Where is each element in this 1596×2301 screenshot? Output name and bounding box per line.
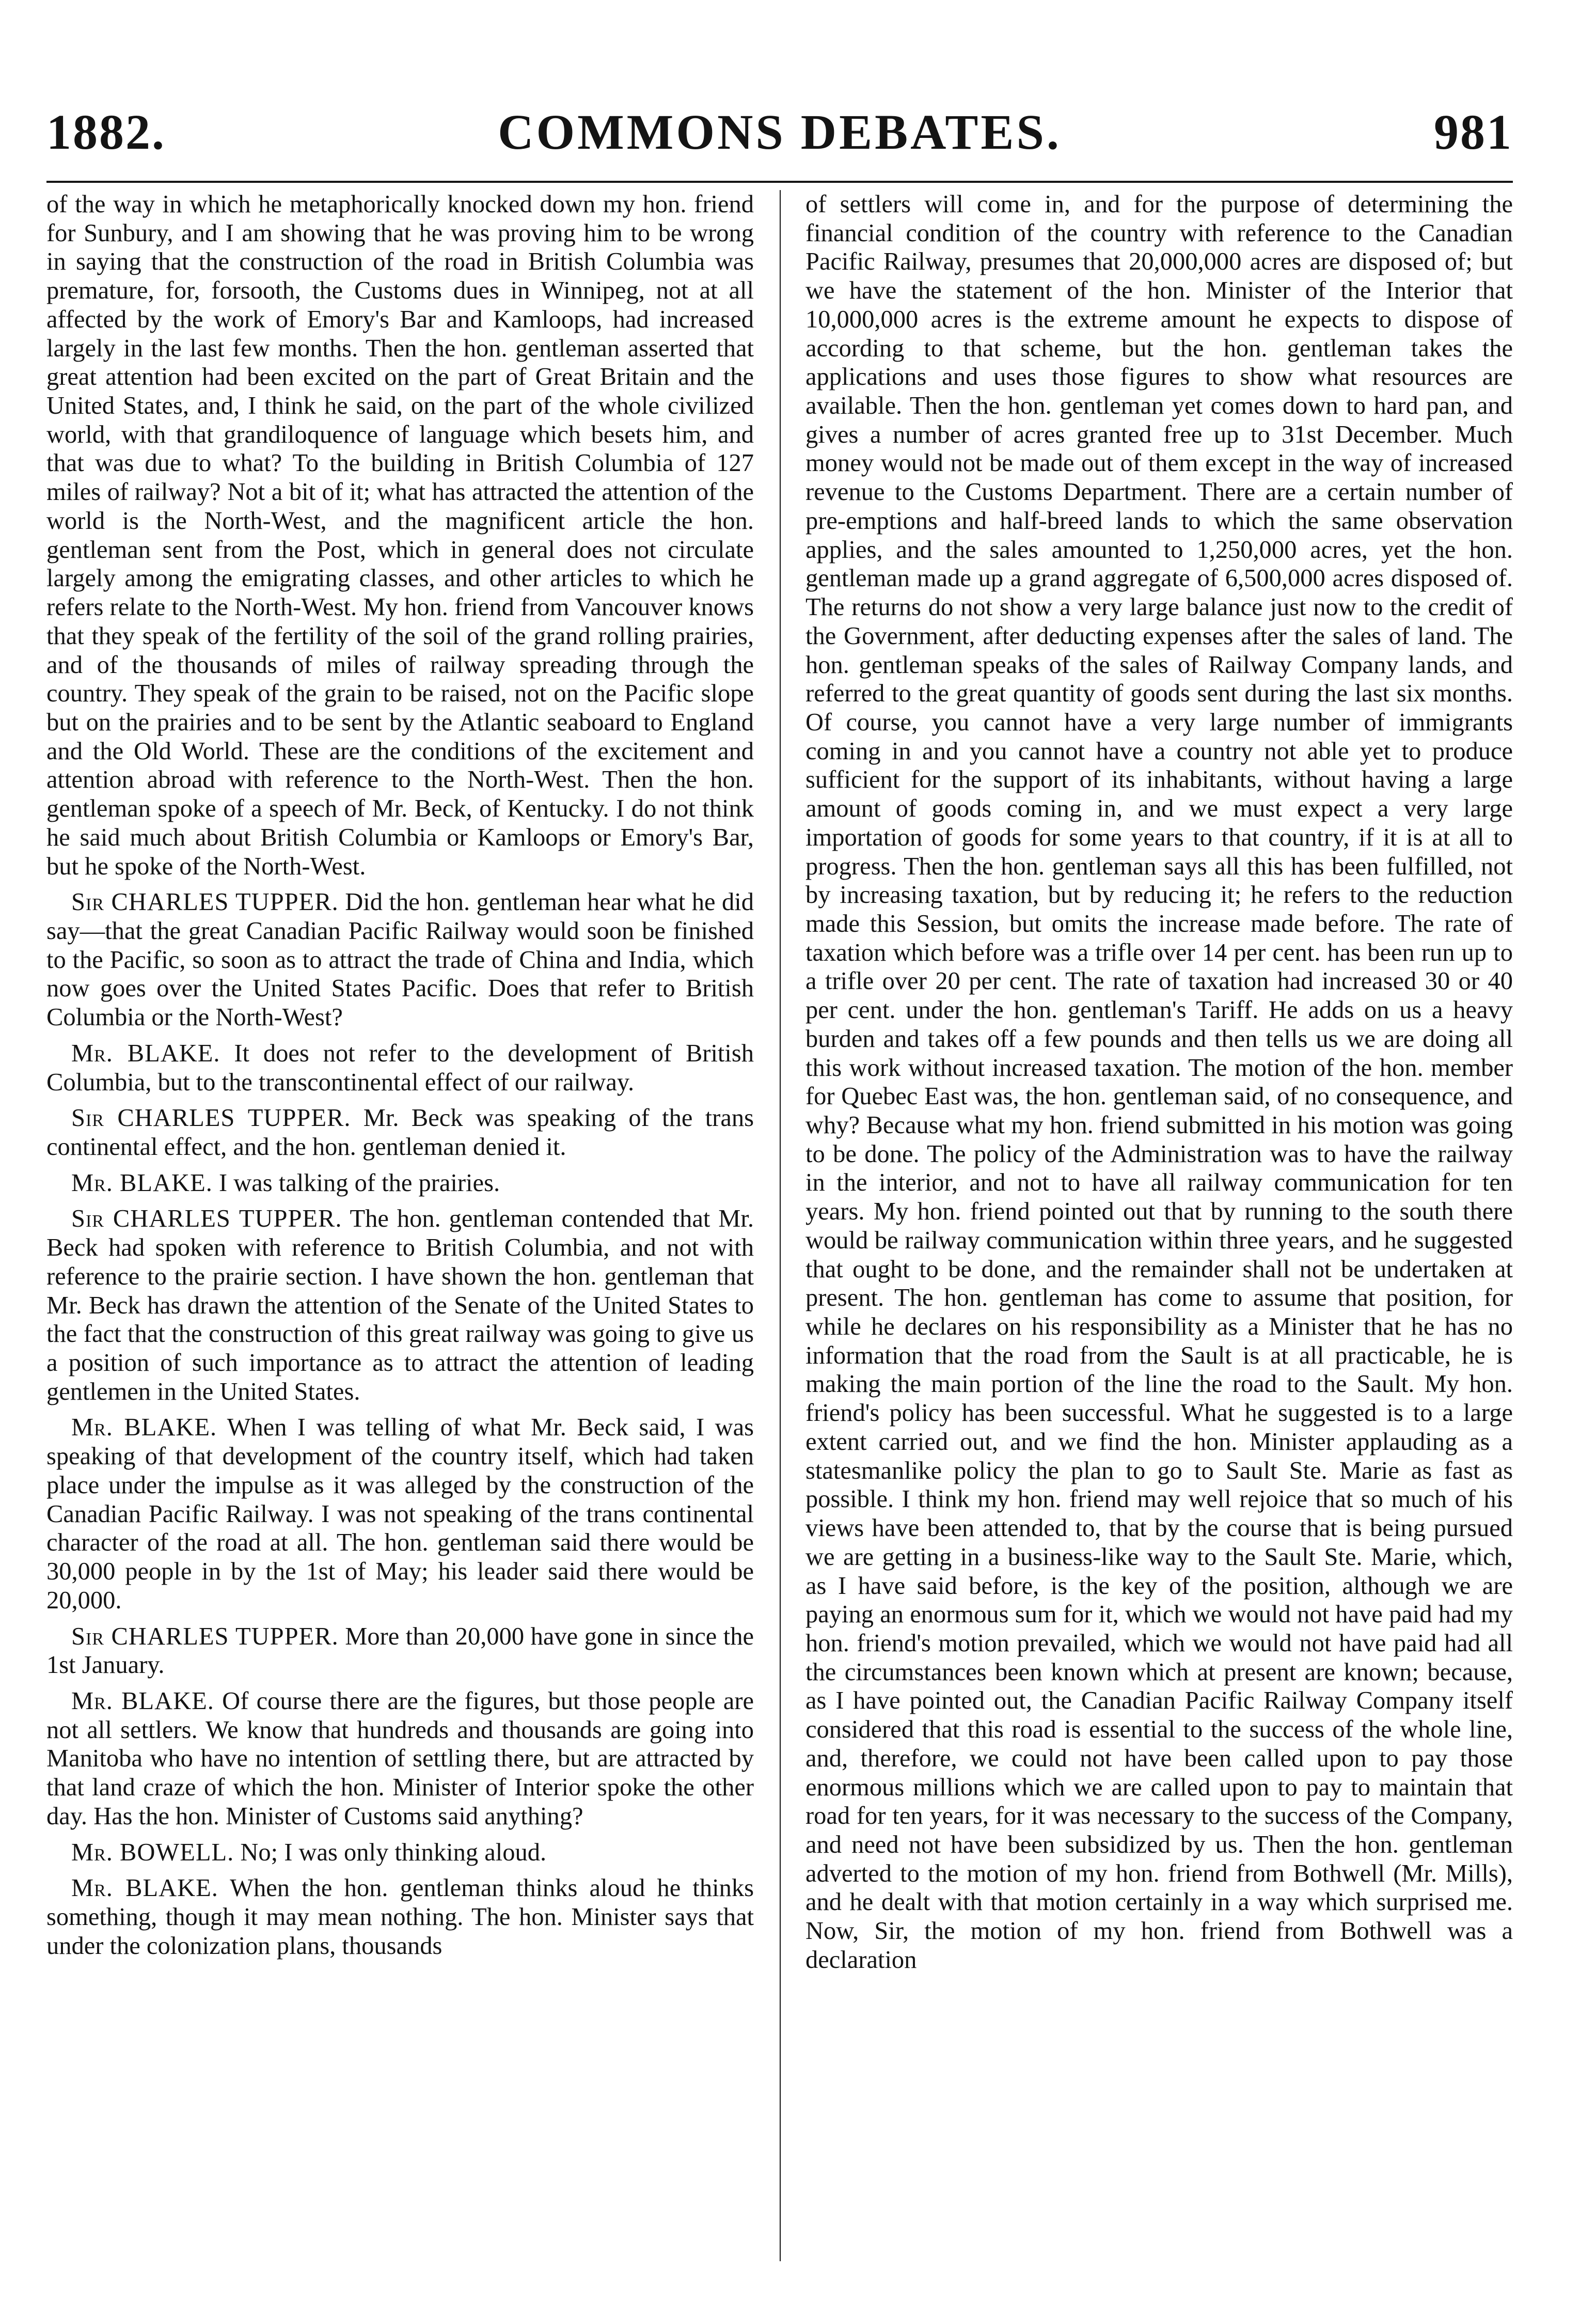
paragraph-text: When the hon. gentleman thinks aloud he thinks something, though it may mean nothing. The hon. Minister says that under the colonization plans, thousands	[46, 1874, 754, 1960]
paragraph	[46, 1104, 754, 1161]
speaker-name: Sir CHARLES TUPPER.	[71, 1104, 351, 1132]
header-page-number: 981	[1434, 104, 1513, 160]
header-title: COMMONS DEBATES.	[498, 104, 1062, 160]
page	[46, 98, 1513, 2267]
header-rule	[46, 181, 1513, 183]
paragraph	[46, 1039, 754, 1097]
paragraph-text: Of course there are the figures, but those people are not all settlers. We know that hundreds and thousands are going into Manitoba who have no intention of settling there, but are attracted by that land craze of which the hon. Minister of Interior spoke the other day. Has the hon. Minister of Customs said anything?	[46, 1687, 754, 1830]
paragraph	[46, 1687, 754, 1831]
column-divider	[780, 190, 781, 2261]
paragraph-text: More than 20,000 have gone in since the 1st January.	[46, 1622, 754, 1679]
speaker-name: Mr. BLAKE.	[71, 1169, 213, 1197]
speaker-name: Mr. BLAKE.	[71, 1414, 217, 1442]
paragraph-text: When I was telling of what Mr. Beck said, I was speaking of that development of the country itself, which had taken place under the impulse as it was alleged by the construction of the Canadian Pacific Railway. I was not speaking of the trans continental character of the road at all. The hon. gentleman said there would be 30,000 people in by the 1st of May; his leader said there would be 20,000.	[46, 1414, 754, 1614]
speaker-name: Sir CHARLES TUPPER.	[71, 1205, 342, 1233]
paragraph-text: No; I was only thinking aloud.	[240, 1838, 547, 1866]
paragraph-text: of settlers will come in, and for the purpose of determining the financial condition of the country with reference to the Canadian Pacific Railway, presumes that 20,000,000 acres are disposed of; but we have the statement of the hon. Minister of the Interior that 10,000,000 acres is the extreme amount he expects to dispose of according to that scheme, but the hon. gentleman takes the applications and uses those figures to show what resources are available. Then the hon. gentleman yet comes down to hard pan, and gives a number of acres granted free up to 31st December. Much money would not be made out of them except in the way of increased revenue to the Customs Department. There are a certain number of pre-emptions and half-breed lands to which the same observation applies, and the sales amounted to 1,250,000 acres, yet the hon. gentleman made up a grand aggregate of 6,500,000 acres disposed of. The returns do not show a very large balance just now to the credit of the Government, after deducting expenses after the sales of land. The hon. gentleman speaks of the sales of Railway Company lands, and referred to the great quantity of goods sent during the last six months. Of course, you cannot have a very large number of immigrants coming in and you cannot have a country not able yet to produce sufficient for the support of its inhabitants, without having a large amount of goods coming in, and we must expect a very large importation of goods for some years to that country, if it is at all to progress. Then the hon. gentleman says all this has been fulfilled, not by increasing taxation, but by reducing it; he refers to the reduction made this Session, but omits the increase made before. The rate of taxation which before was a trifle over 14 per cent. has been run up to a trifle over 20 per cent. The rate of taxation had increased 30 or 40 per cent. under the hon. gentleman's Tariff. He adds on us a heavy burden and takes off a few pounds and then tells us we are doing all this work without increased taxation. The motion of the hon. member for Quebec East was, the hon. gentleman said, of no consequence, and why? Because what my hon. friend submitted in his motion was going to be done. The policy of the Administration was to have the railway in the interior, and not to have all railway communication for ten years. My hon. friend pointed out that by running to the south there would be railway communication within three years, and he suggested that ought to be done, and the remainder shall not be undertaken at present. The hon. gentleman has come to assume that position, for while he declares on his responsibility as a Minister that he has no information that the road from the Sault is at all practicable, he is making the main portion of the line the road to the Sault. My hon. friend's policy has been successful. What he suggested is to a large extent carried out, and we find the hon. Minister applauding as a statesmanlike policy the plan to go to Sault Ste. Marie as fast as possible. I think my hon. friend may well rejoice that so much of his views have been attended to, that by the course that is being pursued we are getting in a business-like way to the Sault Ste. Marie, which, as I have said before, is the key of the position, although we are paying an enormous sum for it, which we would not have paid had my hon. friend's motion prevailed, which we would not have paid had all the circumstances been known which at present are known; because, as I have pointed out, the Canadian Pacific Railway Company itself considered that this road is essential to the success of the whole line, and, therefore, we could not have been called upon to pay those enormous millions which we are called upon to pay to maintain that road for ten years, for it was necessary to the success of the Company, and need not have been subsidized by us. Then the hon. gentleman adverted to the motion of my hon. friend from Bothwell (Mr. Mills), and he dealt with that motion certainly in a way which surprised me. Now, Sir, the motion of my hon. friend from Bothwell was a declaration	[805, 191, 1513, 1974]
page-header	[46, 98, 1513, 186]
paragraph	[46, 1413, 754, 1615]
paragraph-text: Did the hon. gentleman hear what he did say—that the great Canadian Pacific Railway would soon be finished to the Pacific, so soon as to attract the trade of China and India, which now goes over the United States Pacific. Does that refer to British Columbia or the North-West?	[46, 888, 754, 1031]
paragraph-text: I was talking of the prairies.	[218, 1169, 500, 1197]
speaker-name: Mr. BLAKE.	[71, 1687, 214, 1715]
paragraph-text: It does not refer to the development of British Columbia, but to the transcontinental effect of our railway.	[46, 1039, 754, 1096]
paragraph	[46, 1874, 754, 1960]
paragraph	[46, 1622, 754, 1680]
header-year: 1882.	[46, 104, 166, 160]
paragraph	[46, 1204, 754, 1406]
paragraph-text: of the way in which he metaphorically knocked down my hon. friend for Sunbury, and I am showing that he was proving him to be wrong in saying that the construction of the road in British Columbia was premature, for, forsooth, the Customs dues in Winnipeg, not at all affected by the work of Emory's Bar and Kamloops, had increased largely in the last few months. Then the hon. gentleman asserted that great attention had been excited on the part of Great Britain and the United States, and, I think he said, on the part of the whole civilized world, with that grandiloquence of language which besets him, and that was due to what? To the building in British Columbia of 127 miles of railway? Not a bit of it; what has attracted the attention of the world is the North-West, and the magnificent article the hon. gentleman sent from the Post, which in general does not circulate largely among the emigrating classes, and other articles to which he refers relate to the North-West. My hon. friend from Vancouver knows that they speak of the fertility of the soil of the grand rolling prairies, and of the thousands of miles of railway spreading through the country. They speak of the grain to be raised, not on the Pacific slope but on the prairies and to be sent by the Atlantic seaboard to England and the Old World. These are the conditions of the excitement and attention abroad with reference to the North-West. Then the hon. gentleman spoke of a speech of Mr. Beck, of Kentucky. I do not think he said much about British Columbia or Kamloops or Emory's Bar, but he spoke of the North-West.	[46, 191, 754, 880]
speaker-name: Sir CHARLES TUPPER.	[71, 888, 339, 916]
paragraph	[805, 190, 1513, 1975]
speaker-name: Mr. BLAKE.	[71, 1874, 218, 1902]
paragraph	[46, 1838, 754, 1867]
paragraph	[46, 1169, 754, 1198]
text-columns	[46, 190, 1513, 2261]
paragraph	[46, 190, 754, 881]
speaker-name: Mr. BOWELL.	[71, 1838, 234, 1866]
paragraph	[46, 888, 754, 1032]
speaker-name: Mr. BLAKE.	[71, 1039, 220, 1067]
speaker-name: Sir CHARLES TUPPER.	[71, 1622, 339, 1650]
left-column	[46, 190, 754, 2261]
paragraph-text: Mr. Beck was speaking of the trans continental effect, and the hon. gentleman denied it.	[46, 1104, 754, 1161]
paragraph-text: The hon. gentleman contended that Mr. Beck had spoken with reference to British Columbia, and not with reference to the prairie section. I have shown the hon. gentleman that Mr. Beck has drawn the attention of the Senate of the United States to the fact that the construction of this great railway was going to give us a position of such importance as to attract the attention of leading gentlemen in the United States.	[46, 1205, 754, 1405]
right-column	[805, 190, 1513, 2261]
